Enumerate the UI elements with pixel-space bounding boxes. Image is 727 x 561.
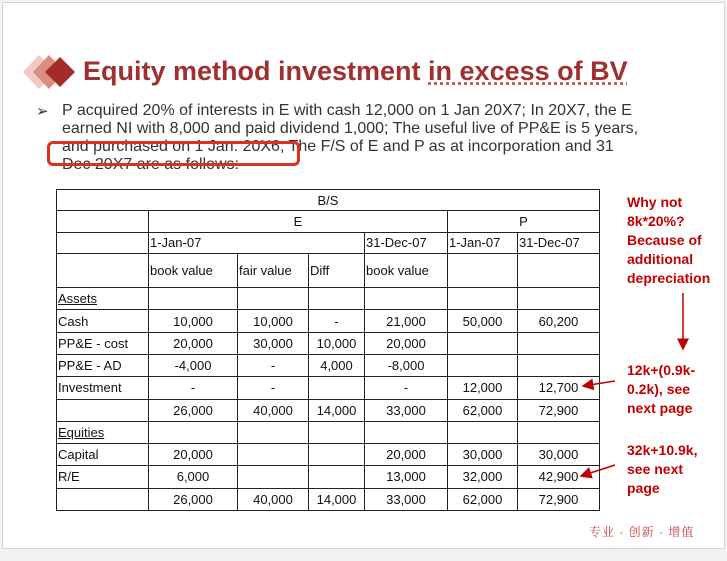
table-cell: - <box>365 377 448 399</box>
column-header: Diff <box>309 253 365 287</box>
column-header: book value <box>365 253 448 287</box>
table-cell: 42,900 <box>518 466 600 488</box>
title-underlined: in excess of BV <box>428 56 628 86</box>
total-cell: 14,000 <box>309 399 365 421</box>
table-cell: 4,000 <box>309 354 365 376</box>
table-cell: 21,000 <box>365 310 448 332</box>
annotation-retained-earnings: 32k+10.9k, see next page <box>627 442 698 496</box>
table-cell: 30,000 <box>518 444 600 466</box>
row-label: R/E <box>57 466 149 488</box>
total-cell: 62,000 <box>448 488 518 510</box>
total-cell: 33,000 <box>365 399 448 421</box>
bullet-text: P acquired 20% of interests in E with cash 12,000 on 1 Jan 20X7; In 20X7, the E earned NI with 8,000 and paid dividend 1,000; The useful live of PP&E is 5 years, and purchased on 1 Jan. 20X6; The F/S of E and P as at incorporation and 31 Dec 20X7 are as follows: <box>62 102 639 173</box>
entity-e-header: E <box>149 211 448 232</box>
total-cell: 14,000 <box>309 488 365 510</box>
annotation-arrows <box>3 3 724 548</box>
slide <box>2 2 725 549</box>
table-cell: 6,000 <box>149 466 238 488</box>
footer-slogan: 专业 · 创新 · 增值 <box>589 525 695 539</box>
highlighted-phrase: and purchased on 1 Jan. 20X6; <box>62 138 285 155</box>
row-label: PP&E - cost <box>57 332 149 354</box>
table-cell: 20,000 <box>365 332 448 354</box>
row-label: PP&E - AD <box>57 354 149 376</box>
entity-p-header: P <box>448 211 600 232</box>
section-label: Equities <box>57 421 149 443</box>
table-cell: - <box>238 354 309 376</box>
table-cell: 10,000 <box>238 310 309 332</box>
table-cell: 30,000 <box>448 444 518 466</box>
table-cell: 30,000 <box>238 332 309 354</box>
arrow-left-icon <box>581 465 615 476</box>
table-cell: 10,000 <box>309 332 365 354</box>
total-cell: 26,000 <box>149 399 238 421</box>
total-cell: 26,000 <box>149 488 238 510</box>
total-cell: 33,000 <box>365 488 448 510</box>
total-cell: 72,900 <box>518 488 600 510</box>
table-cell: - <box>238 377 309 399</box>
total-cell: 62,000 <box>448 399 518 421</box>
table-cell: - <box>149 377 238 399</box>
total-cell: 72,900 <box>518 399 600 421</box>
table-cell: -8,000 <box>365 354 448 376</box>
row-label: Capital <box>57 444 149 466</box>
row-label: Investment <box>57 377 149 399</box>
total-cell: 40,000 <box>238 399 309 421</box>
table-cell: 13,000 <box>365 466 448 488</box>
date-header: 1-Jan-07 <box>149 232 365 253</box>
table-cell: 20,000 <box>149 444 238 466</box>
table-header: B/S <box>57 190 600 211</box>
table-cell: - <box>309 310 365 332</box>
page-title: Equity method investment in excess of BV <box>83 56 628 86</box>
row-label: Cash <box>57 310 149 332</box>
table-cell: 20,000 <box>365 444 448 466</box>
table-cell: 50,000 <box>448 310 518 332</box>
annotation-investment: 12k+(0.9k- 0.2k), see next page <box>627 362 696 416</box>
arrow-left-icon <box>583 381 615 386</box>
table-cell: -4,000 <box>149 354 238 376</box>
table-cell: 12,000 <box>448 377 518 399</box>
column-header: book value <box>149 253 238 287</box>
table-cell: 12,700 <box>518 377 600 399</box>
date-header: 1-Jan-07 <box>448 232 518 253</box>
section-label: Assets <box>57 288 149 310</box>
table-cell: 10,000 <box>149 310 238 332</box>
column-header: fair value <box>238 253 309 287</box>
table-cell: 32,000 <box>448 466 518 488</box>
date-header: 31-Dec-07 <box>518 232 600 253</box>
table-cell: 60,200 <box>518 310 600 332</box>
table-cell: 20,000 <box>149 332 238 354</box>
total-cell: 40,000 <box>238 488 309 510</box>
annotation-why-not: Why not 8k*20%? Because of additional depreciation <box>627 194 711 286</box>
date-header: 31-Dec-07 <box>365 232 448 253</box>
bullet-arrow-icon: ➢ <box>36 103 49 120</box>
